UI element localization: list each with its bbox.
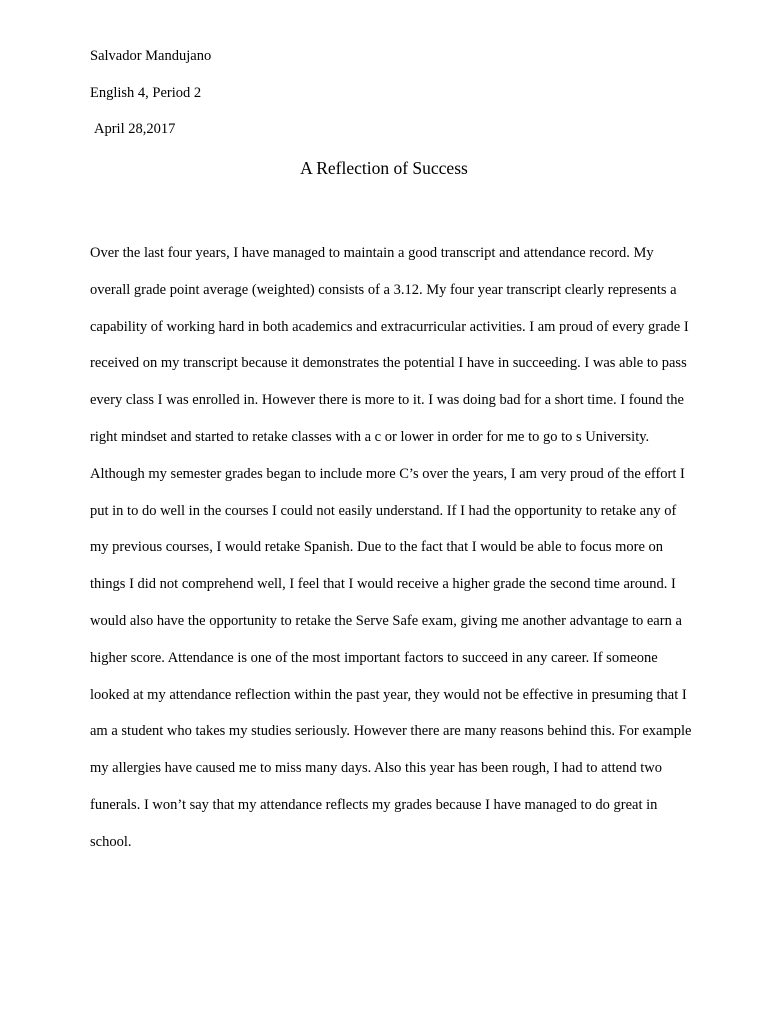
essay-body (90, 243, 690, 869)
body-line: higher score. Attendance is one of the most important factors to succeed in any career. If someone (90, 649, 658, 666)
body-line: Although my semester grades began to include more C’s over the years, I am very proud of the effort I (90, 465, 685, 482)
body-line: would also have the opportunity to retake the Serve Safe exam, giving me another advantage to earn a (90, 612, 682, 629)
body-line: received on my transcript because it demonstrates the potential I have in succeeding. I was able to pass (90, 355, 687, 372)
body-line: looked at my attendance reflection within the past year, they would not be effective in presuming that I (90, 686, 687, 703)
body-line: am a student who takes my studies seriously. However there are many reasons behind this. For example (90, 723, 692, 740)
body-line: right mindset and started to retake classes with a c or lower in order for me to go to s University. (90, 428, 650, 445)
body-line: school. (90, 833, 132, 850)
body-line: my allergies have caused me to miss many days. Also this year has been rough, I had to attend two (90, 760, 662, 777)
body-line: every class I was enrolled in. However there is more to it. I was doing bad for a short time. I found the (90, 392, 684, 409)
body-line: Over the last four years, I have managed to maintain a good transcript and attendance record. My (90, 245, 654, 261)
body-line: capability of working hard in both academics and extracurricular activities. I am proud of every grade I (90, 318, 689, 335)
body-line: put in to do well in the courses I could not easily understand. If I had the opportunity to retake any of (90, 502, 677, 519)
student-name: Salvador Mandujano (90, 48, 212, 64)
body-line: my previous courses, I would retake Spanish. Due to the fact that I would be able to focus more on (90, 539, 664, 556)
body-line: things I did not comprehend well, I feel that I would receive a higher grade the second time around. I (90, 576, 676, 593)
essay-date: April 28,2017 (94, 121, 176, 137)
course-period: English 4, Period 2 (90, 85, 202, 101)
body-line: funerals. I won’t say that my attendance reflects my grades because I have managed to do great in (90, 796, 658, 813)
body-line: overall grade point average (weighted) consists of a 3.12. My four year transcript clearly represents a (90, 281, 677, 298)
essay-title: A Reflection of Success (300, 158, 468, 178)
